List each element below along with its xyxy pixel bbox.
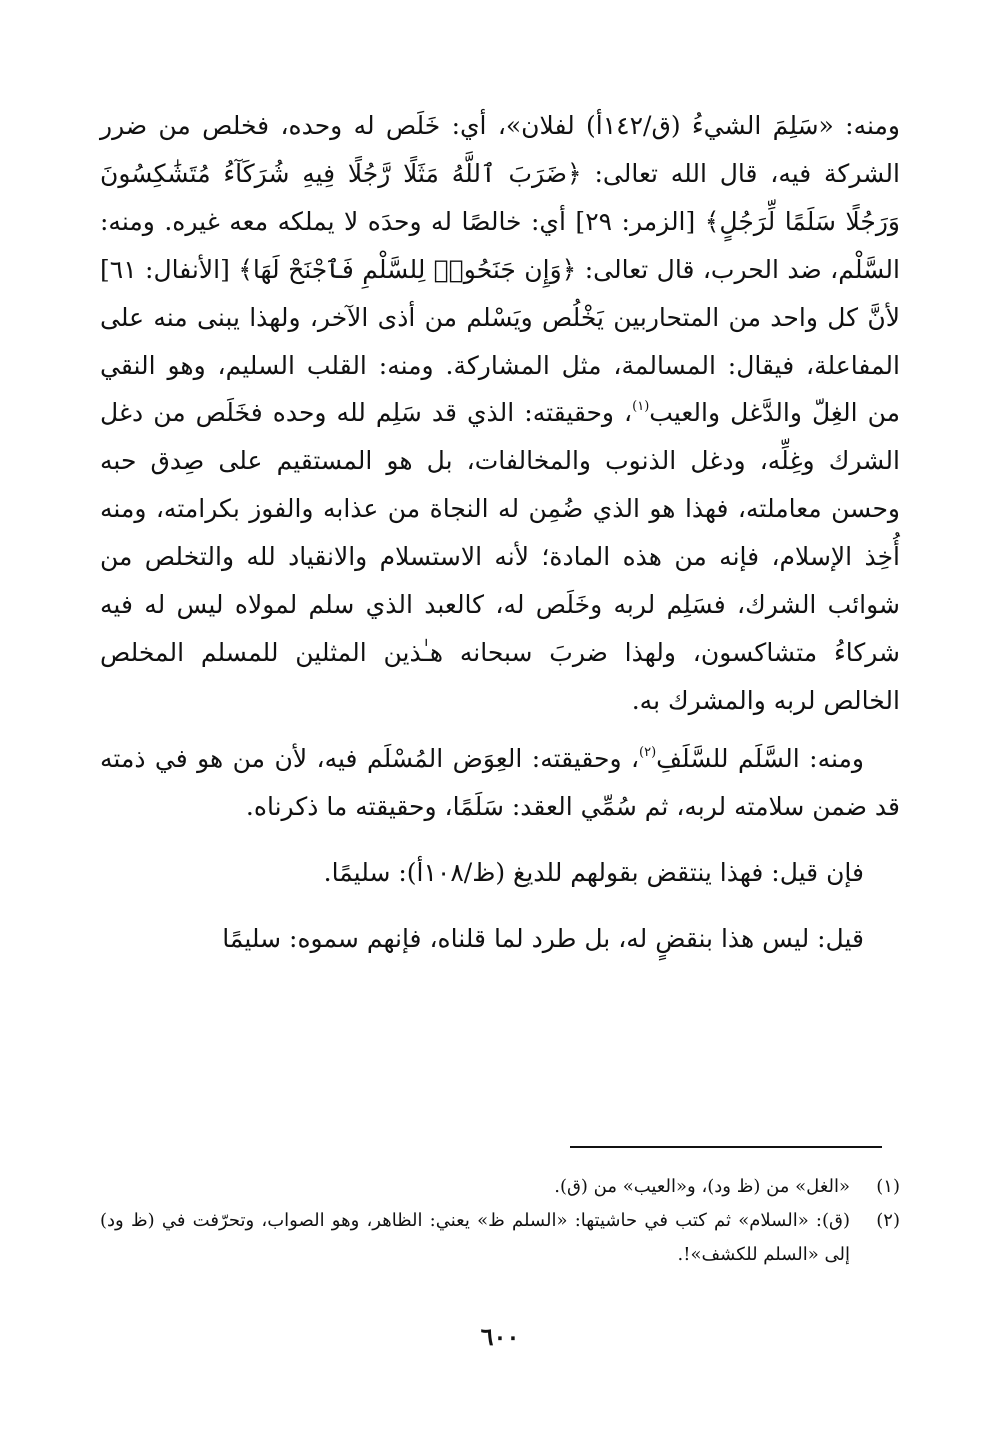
paragraph [100, 849, 900, 897]
footnote-text: (ق): «السلام» ثم كتب في حاشيتها: «السلم ظ» يعني: الظاهر، وهو الصواب، وتحرّفت في (ظ ود) إلى «السلم للكشف»!. [100, 1210, 850, 1265]
text-run: ، وحقيقته: الذي قد سَلِم لله وحده فخَلَص من دغل الشرك وغِلِّه، ودغل الذنوب والمخالفات، بل هو المستقيم على صِدق حبه وحسن معاملته، فهذا هو الذي ضُمِن له النجاة من عذابه والفوز بكرامته، ومنه أُخِذ الإسلام، فإنه من هذه المادة؛ لأنه الاستسلام والانقياد لله والتخلص من شوائب الشرك، فسَلِم لربه وخَلَص له، كالعبد الذي سلم لمولاه ليس له فيه شركاءُ متشاكسون، ولهذا ضربَ سبحانه هـٰذين المثلين للمسلم المخلص الخالص لربه والمشرك به. [100, 398, 900, 715]
main-text [100, 102, 900, 962]
footnote-separator [570, 1146, 882, 1148]
text-run: فإن قيل: فهذا ينتقض بقولهم للديغ (ظ/١٠٨أ): سليمًا. [323, 857, 864, 887]
text-run: ومنه: السَّلَم للسَّلَفِ [656, 743, 864, 773]
footnote-number: (٢) [876, 1210, 900, 1231]
text-run: ومنه: «سَلِمَ الشيءُ (ق/١٤٢أ) لفلان»، أي: خَلَص له وحده، فخلص من ضرر الشركة فيه، قال الله تعالى: ﴿ضَرَبَ ٱللَّهُ مَثَلًا رَّجُلًا فِيهِ شُرَكَآءُ مُتَشَٰكِسُونَ وَرَجُلًا سَلَمًا لِّرَجُلٍ﴾ [الزمر: ٢٩] أي: خالصًا له وحدَه لا يملكه معه غيره. ومنه: السَّلْم، ضد الحرب، قال تعالى: ﴿وَإِن جَنَحُوا۟ لِلسَّلْمِ فَٱجْنَحْ لَهَا﴾ [الأنفال: ٦١] لأنَّ كل واحد من المتحاربين يَخْلُص ويَسْلم من أذى الآخر، ولهذا يبنى منه على المفاعلة، فيقال: المسالمة، مثل المشاركة. ومنه: القلب السليم، وهو النقي من الغِلّ والدَّغل والعيب [100, 111, 900, 428]
footnote-number: (١) [876, 1176, 900, 1197]
footnote [100, 1204, 900, 1272]
text-run: قيل: ليس هذا بنقضٍ له، بل طرد لما قلناه، فإنهم سموه: سليمًا [222, 923, 864, 953]
text-run: ، وحقيقته: العِوَض المُسْلَم فيه، لأن من هو في ذمته قد ضمن سلامته لربه، ثم سُمِّي العقد: سَلَمًا، وحقيقته ما ذكرناه. [100, 743, 900, 821]
footnote-ref: (١) [632, 399, 650, 415]
page-number: ٦٠٠ [480, 1322, 520, 1351]
paragraph [100, 735, 900, 831]
paragraph [100, 102, 900, 725]
footnote-text: «الغل» من (ظ ود)، و«العيب» من (ق). [554, 1176, 850, 1197]
footnotes [100, 1170, 900, 1272]
footnote [100, 1170, 900, 1204]
footnote-ref: (٢) [639, 744, 657, 760]
paragraph [100, 915, 900, 963]
